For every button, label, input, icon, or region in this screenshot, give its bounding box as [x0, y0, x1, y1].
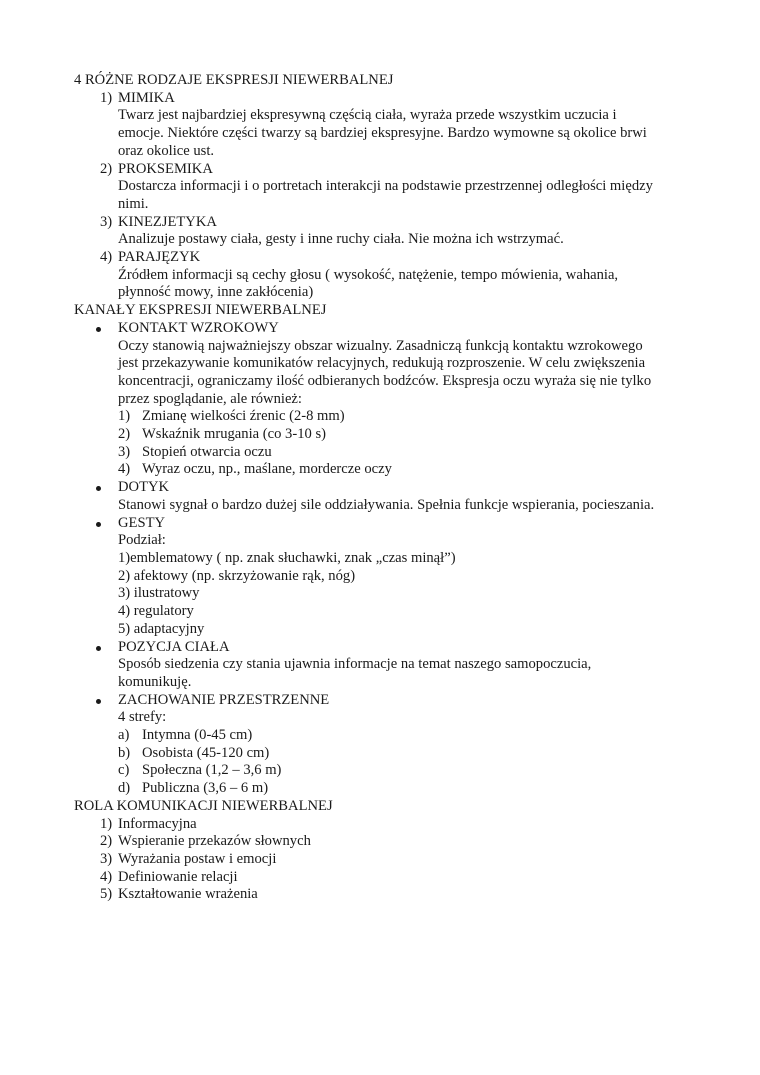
- bullet-item: [74, 692, 694, 710]
- sub-list-number: c): [118, 762, 130, 779]
- list-item: [74, 90, 694, 108]
- sub-list-text: Publiczna (3,6 – 6 m): [142, 780, 269, 797]
- sub-list-item: [74, 426, 694, 444]
- list-number: 4): [100, 249, 113, 266]
- item-label: PARAJĘZYK: [118, 249, 201, 266]
- paragraph-line: 1)emblematowy ( np. znak słuchawki, znak „czas minął”): [118, 549, 456, 566]
- item-label: Definiowanie relacji: [118, 868, 238, 885]
- list-number: 4): [100, 868, 113, 885]
- paragraph-line: Analizuje postawy ciała, gesty i inne ruchy ciała. Nie można ich wstrzymać.: [118, 231, 564, 248]
- paragraph-line: 4 strefy:: [118, 709, 167, 726]
- item-label: MIMIKA: [118, 89, 175, 106]
- bullet-icon: [74, 692, 118, 710]
- paragraph-line: Dostarcza informacji i o portretach interakcji na podstawie przestrzennej odległości między: [118, 178, 653, 195]
- bullet-icon: [74, 479, 118, 497]
- paragraph-line: koncentracji, ograniczamy ilość odbieranych bodźców. Ekspresja oczu wyraża się nie tylko: [118, 372, 652, 389]
- list-number: 3): [100, 213, 113, 230]
- bullet-item: [74, 320, 694, 338]
- paragraph-line: 5) adaptacyjny: [118, 620, 205, 637]
- sub-list-number: 3): [118, 443, 131, 460]
- list-number: 1): [100, 815, 113, 832]
- sub-list-text: Osobista (45-120 cm): [142, 744, 270, 761]
- item-label: GESTY: [118, 514, 166, 531]
- paragraph-line: Sposób siedzenia czy stania ujawnia informacje na temat naszego samopoczucia,: [118, 656, 592, 673]
- paragraph-line: jest przekazywanie komunikatów relacyjnych, redukują rozproszenie. W celu zwiększenia: [118, 355, 646, 372]
- document-page: [74, 72, 694, 904]
- sub-list-number: d): [118, 780, 131, 797]
- sub-list-text: Stopień otwarcia oczu: [142, 443, 272, 460]
- list-number: 2): [100, 160, 113, 177]
- sub-list-item: [74, 727, 694, 745]
- sub-list-number: a): [118, 727, 130, 744]
- item-label: DOTYK: [118, 479, 170, 496]
- sub-list-number: 4): [118, 461, 131, 478]
- paragraph-line: Źródłem informacji są cechy głosu ( wysokość, natężenie, tempo mówienia, wahania,: [118, 266, 619, 283]
- list-number: 3): [100, 850, 113, 867]
- sub-list-item: [74, 762, 694, 780]
- list-item: [74, 214, 694, 232]
- item-label: Kształtowanie wrażenia: [118, 886, 258, 903]
- paragraph-line: płynność mowy, inne zakłócenia): [118, 284, 314, 301]
- bullet-item: [74, 639, 694, 657]
- list-item: [74, 833, 694, 851]
- paragraph-line: przez spoglądanie, ale również:: [118, 390, 302, 407]
- sub-list-item: [74, 745, 694, 763]
- bullet-icon: [74, 320, 118, 338]
- sub-list-number: b): [118, 744, 131, 761]
- sub-list-text: Wskaźnik mrugania (co 3-10 s): [142, 426, 326, 443]
- paragraph-line: emocje. Niektóre części twarzy są bardziej ekspresyjne. Bardzo wymowne są okolice brwi: [118, 125, 647, 142]
- section-title: KANAŁY EKSPRESJI NIEWERBALNEJ: [74, 302, 327, 319]
- item-label: PROKSEMIKA: [118, 160, 213, 177]
- paragraph-line: 4) regulatory: [118, 603, 194, 620]
- paragraph-line: 2) afektowy (np. skrzyżowanie rąk, nóg): [118, 567, 356, 584]
- item-label: POZYCJA CIAŁA: [118, 638, 230, 655]
- item-label: KONTAKT WZROKOWY: [118, 319, 279, 336]
- sub-list-item: [74, 461, 694, 479]
- section-title: 4 RÓŻNE RODZAJE EKSPRESJI NIEWERBALNEJ: [74, 72, 394, 88]
- sub-list-number: 2): [118, 426, 131, 443]
- sub-list-text: Wyraz oczu, np., maślane, mordercze oczy: [142, 461, 392, 478]
- paragraph-line: Twarz jest najbardziej ekspresywną częścią ciała, wyraża przede wszystkim uczucia i: [118, 107, 617, 124]
- list-item: [74, 816, 694, 834]
- sub-list-item: [74, 408, 694, 426]
- sub-list-text: Intymna (0-45 cm): [142, 727, 253, 744]
- item-label: KINEZJETYKA: [118, 213, 217, 230]
- list-item: [74, 161, 694, 179]
- list-item: [74, 869, 694, 887]
- bullet-icon: [74, 639, 118, 657]
- paragraph-line: komunikuję.: [118, 673, 192, 690]
- item-label: Wyrażania postaw i emocji: [118, 850, 277, 867]
- paragraph-line: nimi.: [118, 195, 149, 212]
- paragraph-line: oraz okolice ust.: [118, 142, 215, 159]
- list-number: 1): [100, 89, 113, 106]
- sub-list-text: Zmianę wielkości źrenic (2-8 mm): [142, 408, 345, 425]
- bullet-item: [74, 515, 694, 533]
- bullet-item: [74, 479, 694, 497]
- paragraph-line: Oczy stanowią najważniejszy obszar wizualny. Zasadniczą funkcją kontaktu wzrokowego: [118, 337, 643, 354]
- paragraph-line: Podział:: [118, 532, 166, 549]
- list-item: [74, 851, 694, 869]
- item-label: ZACHOWANIE PRZESTRZENNE: [118, 691, 330, 708]
- bullet-icon: [74, 515, 118, 533]
- item-label: Informacyjna: [118, 815, 197, 832]
- list-item: [74, 249, 694, 267]
- sub-list-number: 1): [118, 408, 131, 425]
- section-title: ROLA KOMUNIKACJI NIEWERBALNEJ: [74, 797, 333, 814]
- list-number: 5): [100, 886, 113, 903]
- sub-list-item: [74, 780, 694, 798]
- list-item: [74, 886, 694, 904]
- item-label: Wspieranie przekazów słownych: [118, 833, 311, 850]
- paragraph-line: Stanowi sygnał o bardzo dużej sile oddziaływania. Spełnia funkcje wspierania, pocieszania.: [118, 496, 655, 513]
- sub-list-item: [74, 444, 694, 462]
- paragraph-line: 3) ilustratowy: [118, 585, 200, 602]
- list-number: 2): [100, 833, 113, 850]
- sub-list-text: Społeczna (1,2 – 3,6 m): [142, 762, 282, 779]
